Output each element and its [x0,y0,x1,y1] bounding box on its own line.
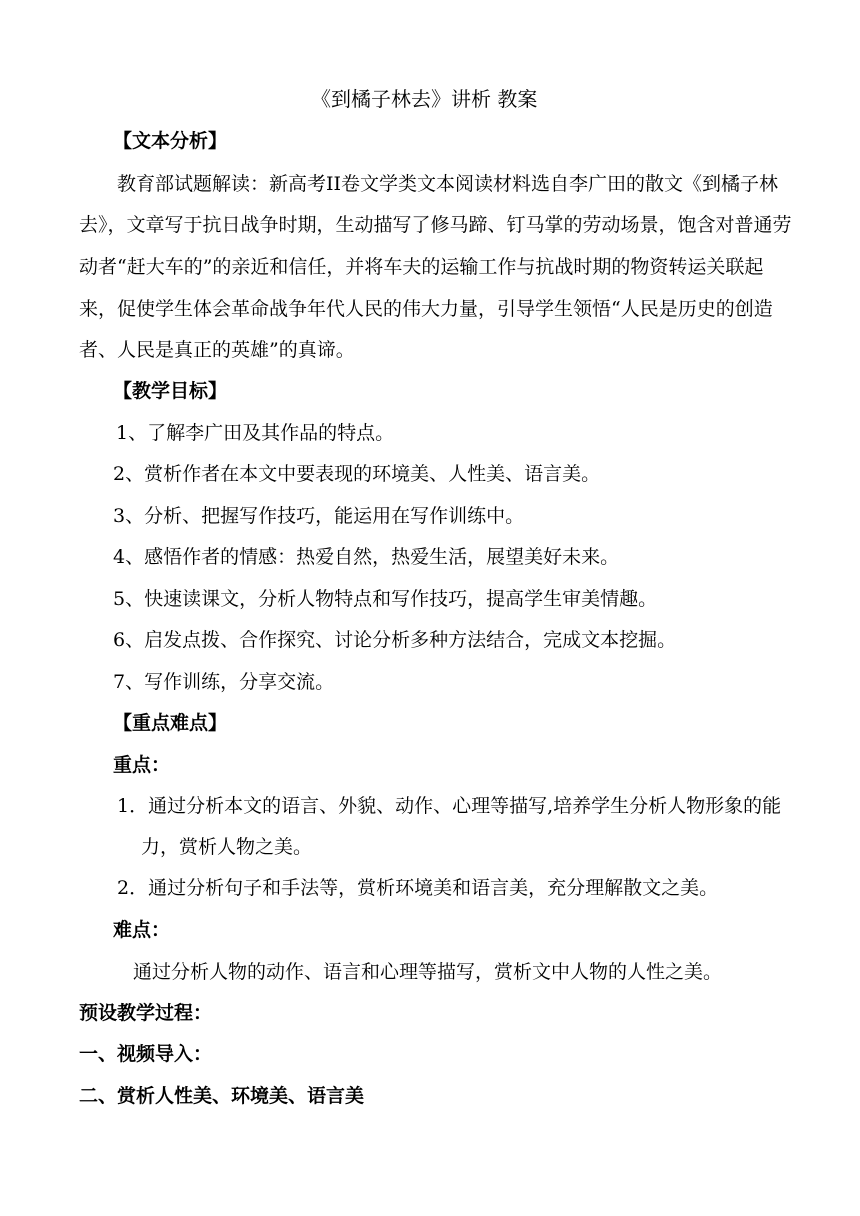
goal-item-4: 4、感悟作者的情感：热爱自然，热爱生活，展望美好未来。 [113,546,620,568]
difficult-points-label: 难点： [113,919,171,941]
heading-teaching-process: 预设教学过程： [79,1002,213,1024]
goal-item-1: 1、了解李广田及其作品的特点。 [116,422,395,444]
analysis-line-2: 去》，文章写于抗日战争时期，生动描写了修马蹄、钉马掌的劳动场景，饱含对普通劳 [79,214,792,236]
goal-item-6: 6、启发点拨、合作探究、讨论分析多种方法结合，完成文本挖掘。 [113,629,677,651]
difficult-point-text: 通过分析人物的动作、语言和心理等描写，赏析文中人物的人性之美。 [133,961,723,983]
goal-item-5: 5、快速读课文，分析人物特点和写作技巧，提高学生审美情趣。 [113,588,658,610]
process-step-2: 二、赏析人性美、环境美、语言美 [79,1085,365,1107]
goal-item-7: 7、写作训练，分享交流。 [113,671,335,693]
process-step-1: 一、视频导入： [79,1043,213,1065]
key-item-2: 2．通过分析句子和手法等，赏析环境美和语言美，充分理解散文之美。 [117,877,719,899]
goal-item-3: 3、分析、把握写作技巧，能运用在写作训练中。 [113,505,525,527]
analysis-line-3: 动者“赶大车的”的亲近和信任，并将车夫的运输工作与抗战时期的物资转运关联起 [79,256,764,278]
heading-key-difficult: 【重点难点】 [113,712,228,734]
analysis-line-1: 教育部试题解读：新高考II卷文学类文本阅读材料选自李广田的散文《到橘子林 [117,173,779,195]
heading-teaching-goals: 【教学目标】 [113,380,228,402]
document-title: 《到橘子林去》讲析 教案 [311,87,538,111]
analysis-line-5: 者、人民是真正的英雄”的真谛。 [79,339,355,361]
key-points-label: 重点： [113,754,171,776]
heading-text-analysis: 【文本分析】 [113,130,228,152]
analysis-line-4: 来，促使学生体会革命战争年代人民的伟大力量，引导学生领悟“人民是历史的创造 [79,298,773,320]
goal-item-2: 2、赏析作者在本文中要表现的环境美、人性美、语言美。 [113,463,601,485]
key-item-1-line-2: 力，赏析人物之美。 [141,836,313,858]
key-item-1-line-1: 1．通过分析本文的语言、外貌、动作、心理等描写,培养学生分析人物形象的能 [117,795,782,817]
